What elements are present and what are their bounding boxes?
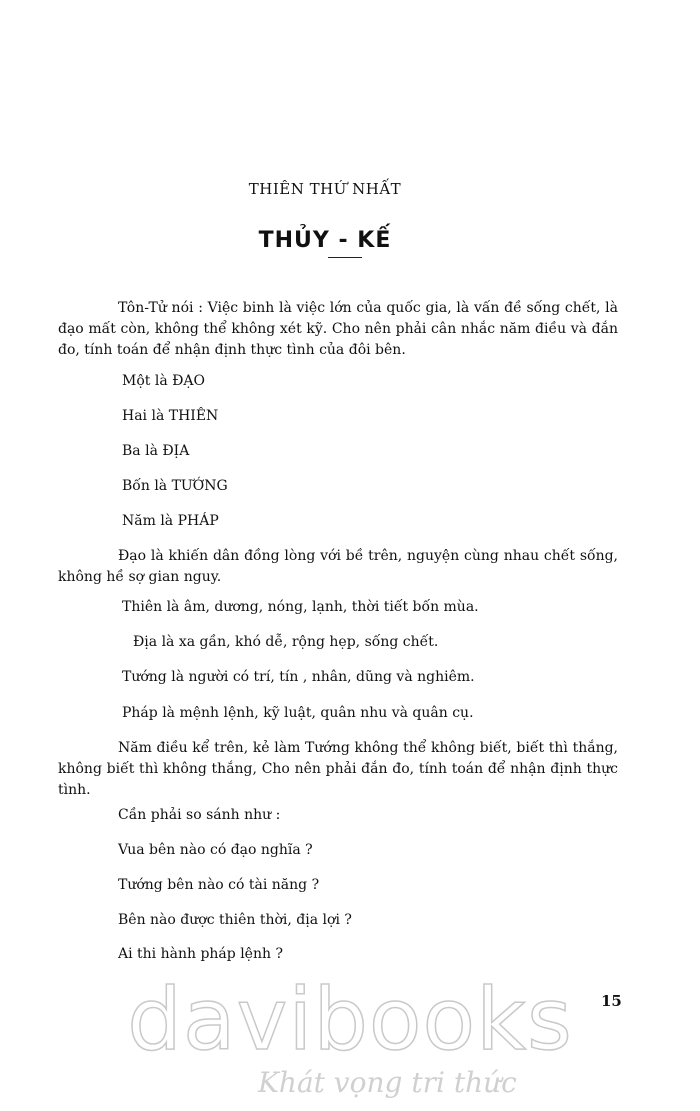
question-2: Tướng bên nào có tài năng ? <box>118 877 320 893</box>
title-underline <box>328 257 362 258</box>
question-3: Bên nào được thiên thời, địa lợi ? <box>118 912 352 928</box>
factor-tuong: Bốn là TƯỚNG <box>122 478 228 494</box>
phap-definition: Pháp là mệnh lệnh, kỹ luật, quân nhu và quân cụ. <box>122 705 474 721</box>
page-number: 15 <box>601 992 622 1010</box>
chapter-label: THIÊN THỨ NHẤT <box>248 180 402 198</box>
watermark-brand: davibooks <box>127 970 573 1070</box>
question-4: Ai thi hành pháp lệnh ? <box>118 946 283 962</box>
compare-intro: Cần phải so sánh như : <box>118 807 281 823</box>
conclusion-paragraph: Năm điều kể trên, kẻ làm Tướng không thể không biết, biết thì thắng, không biết thì không thắng, Cho nên phải đắn đo, tính toán để nhận định thực tình. <box>58 740 618 798</box>
dia-definition: Địa là xa gần, khó dễ, rộng hẹp, sống chết. <box>133 634 439 650</box>
question-1: Vua bên nào có đạo nghĩa ? <box>118 842 313 858</box>
factor-dao: Một là ĐẠO <box>122 373 206 389</box>
dao-definition: Đạo là khiến dân đồng lòng với bề trên, nguyện cùng nhau chết sống, không hề sợ gian nguy. <box>58 548 618 585</box>
factor-dia: Ba là ĐỊA <box>122 443 190 459</box>
watermark-tagline: Khát vọng tri thức <box>258 1066 517 1099</box>
thien-definition: Thiên là âm, dương, nóng, lạnh, thời tiết bốn mùa. <box>122 599 479 615</box>
factor-phap: Năm là PHÁP <box>122 513 219 529</box>
tuong-definition: Tướng là người có trí, tín , nhân, dũng và nghiêm. <box>122 669 475 685</box>
intro-paragraph: Tôn-Tử nói : Việc binh là việc lớn của quốc gia, là vấn đề sống chết, là đạo mất còn, không thể không xét kỹ. Cho nên phải cân nhắc năm điều và đắn đo, tính toán để nhận định thực tình của đôi bên. <box>58 300 618 358</box>
chapter-title: THỦY - KẾ <box>258 228 392 253</box>
factor-thien: Hai là THIÊN <box>122 408 219 424</box>
